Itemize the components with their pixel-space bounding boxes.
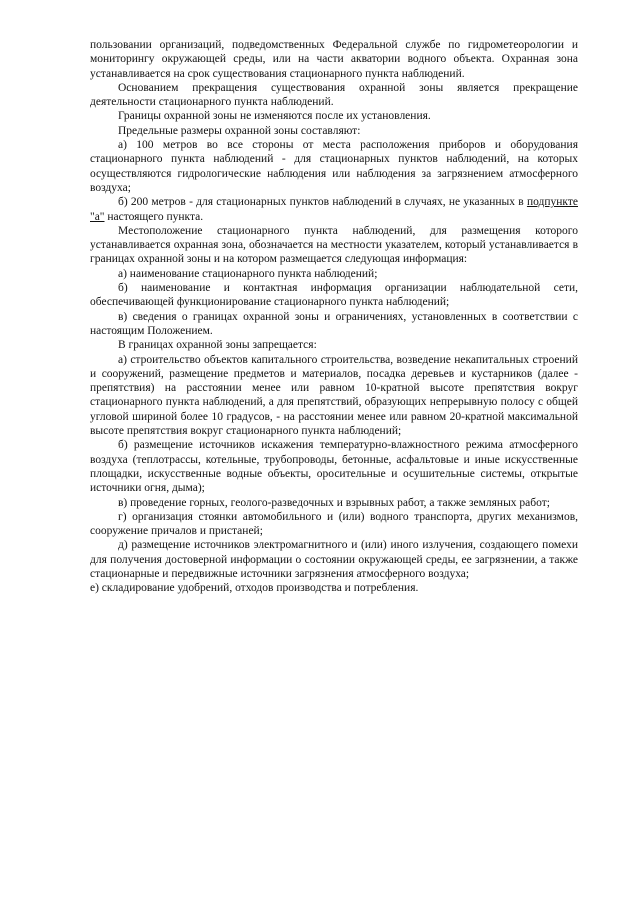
paragraph-prohibited-c: в) проведение горных, геолого-разведочных и взрывных работ, а также земляных работ;: [118, 496, 550, 509]
paragraph-prohibited-e: д) размещение источников электромагнитного и (или) иного излучения, создающего помехи для получения достоверной информации о состоянии окружающей среды, ее загрязнении, а также стационарные и передвижные источники загрязнения атмосферного воздуха;: [90, 539, 578, 580]
paragraph-info-b: б) наименование и контактная информация организации наблюдательной сети, обеспечивающей функционирование стационарного пункта наблюдений;: [90, 282, 578, 309]
paragraph-size-b: [90, 195, 578, 224]
paragraph-prohibited-b: б) размещение источников искажения температурно-влажностного режима атмосферного воздуха (теплотрассы, котельные, трубопроводы, бетонные, асфальтовые и иные искусственные площадки, искусственные водные объекты, оросительные и осушительные системы, открытые источники огня, дыма);: [90, 439, 578, 495]
paragraph-size-a: а) 100 метров во все стороны от места расположения приборов и оборудования стационарного пункта наблюдений - для стационарных пунктов наблюдений, на которых осуществляются гидрологические наблюдения или наблюдения за загрязнением атмосферного воздуха;: [90, 139, 578, 194]
paragraph-boundaries: Границы охранной зоны не изменяются после их установления.: [118, 110, 431, 123]
paragraph-continuation: пользовании организаций, подведомственных Федеральной службе по гидрометеорологии и мониторингу окружающей среды, или на части акватории водного объекта. Охранная зона устанавливается на срок существования стационарного пункта наблюдений.: [90, 39, 578, 80]
paragraph-location-sign: Местоположение стационарного пункта наблюдений, для размещения которого устанавливается охранная зона, обозначается на местности указателем, который устанавливается в границах охранной зоны и на котором размещается следующая информация:: [90, 224, 578, 266]
paragraph-limit-sizes: Предельные размеры охранной зоны составляют:: [118, 124, 361, 137]
paragraph-prohibited-a: а) строительство объектов капитального строительства, возведение некапитальных строений и сооружений, размещение предметов и материалов, посадка деревьев и кустарников (далее - препятствия) на расстоянии менее или равном 10-кратной высоте препятствия вокруг стационарного пункта наблюдений, а для препятствий, образующих непрерывную полосу с общей угловой шириной более 10 градусов, - на расстоянии менее или равном 20-кратной максимальной высоте препятствия вокруг стационарного пункта наблюдений;: [90, 353, 578, 438]
paragraph-prohibited: В границах охранной зоны запрещается:: [118, 339, 317, 352]
paragraph-termination: Основанием прекращения существования охранной зоны является прекращение деятельности стационарного пункта наблюдений.: [90, 81, 578, 109]
size-b-text-before: б) 200 метров - для стационарных пунктов наблюдений в случаях, не указанных в: [118, 196, 527, 209]
paragraph-info-a: а) наименование стационарного пункта наблюдений;: [118, 267, 378, 280]
paragraph-prohibited-f: е) складирование удобрений, отходов производства и потребления.: [90, 582, 419, 595]
paragraph-info-c: в) сведения о границах охранной зоны и ограничениях, установленных в соответствии с настоящим Положением.: [90, 310, 578, 337]
size-b-text-after: настоящего пункта.: [104, 210, 204, 223]
paragraph-prohibited-d: г) организация стоянки автомобильного и (или) водного транспорта, других механизмов, сооружение причалов и пристаней;: [90, 510, 578, 538]
subparagraph-a-link[interactable]: подпункте "а": [90, 196, 578, 223]
document-page: [90, 38, 578, 596]
